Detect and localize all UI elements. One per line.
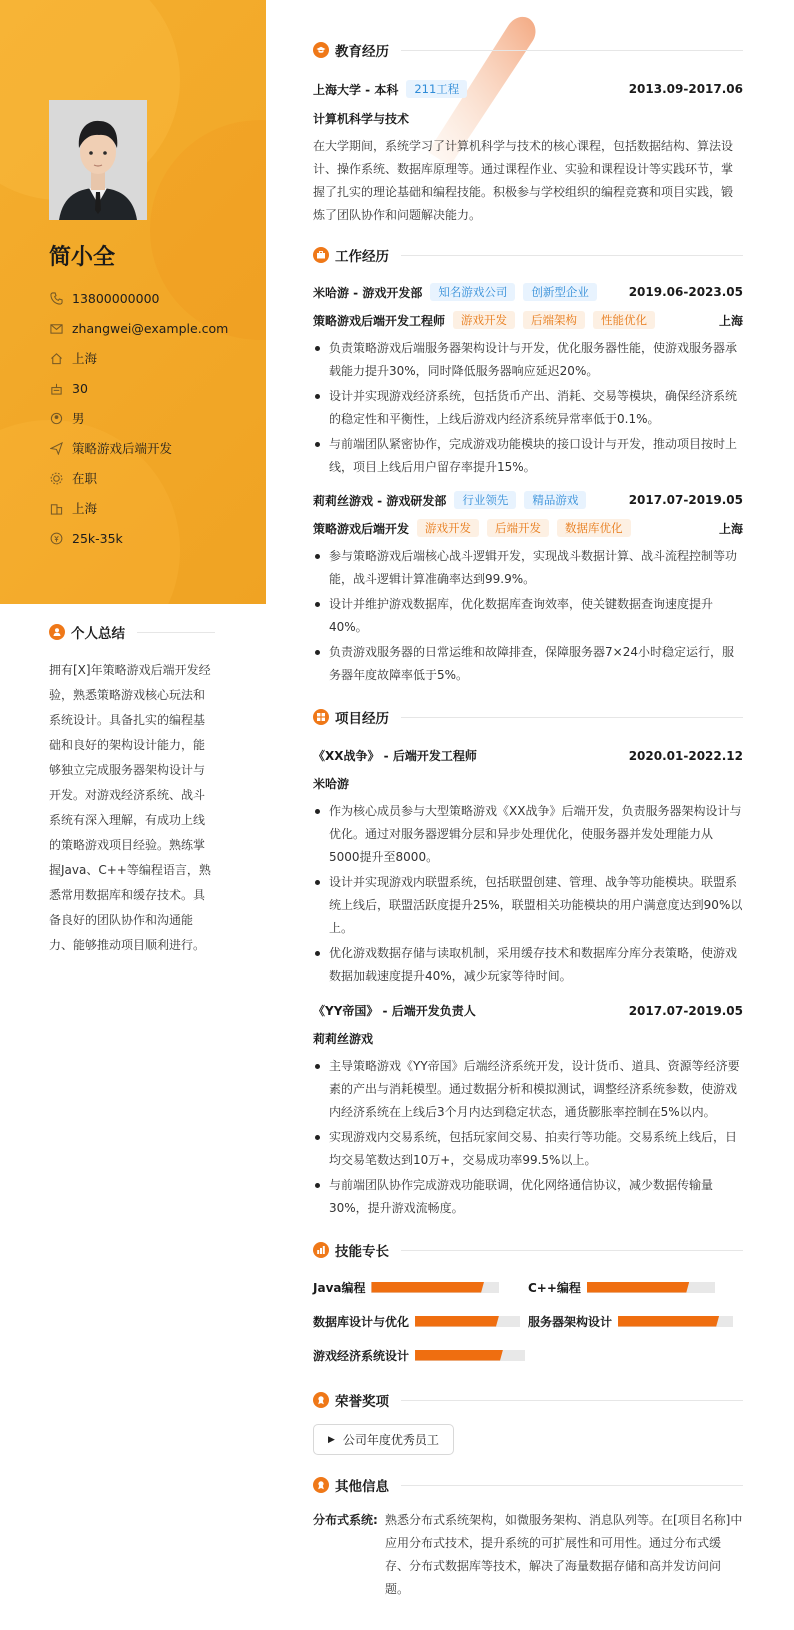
skill-tag: 后端架构 [523, 311, 585, 329]
skill-tag: 数据库优化 [557, 519, 631, 537]
list-item: 设计并维护游戏数据库，优化数据库查询效率，使关键数据查询速度提升40%。 [313, 593, 743, 639]
skill-item [313, 1338, 528, 1372]
status-icon [49, 471, 63, 485]
salary-icon [49, 531, 63, 545]
job-bullets [313, 545, 743, 687]
job-date: 2017.07-2019.05 [628, 493, 743, 507]
education-description: 在大学期间，系统学习了计算机科学与技术的核心课程，包括数据结构、算法设计、操作系统、数据库原理等。通过课程作业、实验和课程设计等实践环节，掌握了扎实的理论基础和编程技能。积极参与学校组织的编程竞赛和项目实践，锻炼了团队协作和问题解决能力。 [313, 139, 734, 222]
divider [137, 632, 215, 633]
job-position-row [313, 519, 743, 537]
skill-tag: 后端开发 [487, 519, 549, 537]
divider [401, 1250, 743, 1251]
info-value: 25k-35k [72, 530, 123, 546]
play-icon: ▶ [328, 1434, 335, 1445]
list-item: 主导策略游戏《YY帝国》后端经济系统开发，设计货币、道具、资源等经济要素的产出与消耗模型。通过数据分析和模拟测试，调整经济系统参数，使游戏内经济系统在上线后3个月内达到稳定状态，通货膨胀率控制在5%以内。 [313, 1055, 743, 1124]
other-heading [313, 1475, 743, 1495]
sidebar [0, 0, 266, 1630]
skill-item [313, 1304, 528, 1338]
age-icon [49, 381, 63, 395]
list-item: 负责策略游戏后端服务器架构设计与开发，优化服务器性能，使游戏服务器承载能力提升30%，同时降低服务器响应延迟20%。 [313, 337, 743, 383]
skill-fill [587, 1282, 689, 1293]
skill-tag: 游戏开发 [417, 519, 479, 537]
projects-heading [313, 707, 743, 727]
skill-fill [415, 1350, 503, 1361]
info-salary [49, 523, 228, 553]
info-hometown [49, 343, 228, 373]
school-tag: 211工程 [406, 80, 467, 98]
section-title: 荣誉奖项 [335, 1394, 389, 1410]
divider [401, 255, 743, 256]
divider [401, 50, 743, 51]
skill-item [313, 1270, 528, 1304]
divider [401, 1485, 743, 1486]
info-phone [49, 283, 228, 313]
job-header [313, 283, 743, 301]
company-tag: 精品游戏 [524, 491, 586, 509]
list-item: 负责游戏服务器的日常运维和故障排查，保障服务器7×24小时稳定运行，服务器年度故障率低于5%。 [313, 641, 743, 687]
info-city [49, 493, 228, 523]
skill-fill [618, 1316, 719, 1327]
info-age [49, 373, 228, 403]
skill-bar [415, 1316, 520, 1327]
project-name: 《YY帝国》 - 后端开发负责人 [313, 1004, 476, 1018]
job-city: 上海 [718, 313, 743, 328]
skill-fill [371, 1282, 484, 1293]
info-email [49, 313, 228, 343]
info-gender [49, 403, 228, 433]
section-title: 个人总结 [71, 626, 125, 642]
skill-bar [587, 1282, 715, 1293]
project-bullets [313, 1055, 743, 1220]
projects-section [313, 707, 743, 1220]
list-item: 实现游戏内交易系统，包括玩家间交易、拍卖行等功能。交易系统上线后，日均交易笔数达到10万+，交易成功率99.5%以上。 [313, 1126, 743, 1172]
list-item: 作为核心成员参与大型策略游戏《XX战争》后端开发，负责服务器架构设计与优化。通过对服务器逻辑分层和异步处理优化，使服务器并发处理能力从5000提升至8000。 [313, 800, 743, 869]
education-date: 2013.09-2017.06 [628, 82, 743, 96]
divider [401, 717, 743, 718]
award-label: 公司年度优秀员工 [342, 1433, 439, 1447]
home-icon [49, 351, 63, 365]
user-icon [49, 624, 65, 640]
other-text: 熟悉分布式系统架构，如微服务架构、消息队列等。在[项目名称]中应用分布式技术，提升系统的可扩展性和可用性。通过分布式缓存、分布式数据库等技术，解决了海量数据存储和高并发访问问题。 [385, 1513, 743, 1596]
graduation-cap-icon [313, 42, 329, 58]
skill-bar [618, 1316, 733, 1327]
company-tag: 知名游戏公司 [430, 283, 515, 301]
skill-name: 游戏经济系统设计 [313, 1348, 410, 1363]
avatar [49, 100, 147, 220]
gender-icon [49, 411, 63, 425]
info-icon [313, 1477, 329, 1493]
job-bullets [313, 337, 743, 479]
honors-section [313, 1390, 743, 1455]
skill-bar [371, 1282, 499, 1293]
info-value: 在职 [72, 471, 98, 486]
section-title: 项目经历 [335, 711, 389, 727]
job-position: 策略游戏后端开发 [313, 521, 410, 536]
honors-heading [313, 1390, 743, 1410]
section-title: 其他信息 [335, 1479, 389, 1495]
award-badge [313, 1424, 454, 1455]
info-value: 男 [72, 411, 85, 426]
school-name: 上海大学 - 本科 [313, 82, 399, 97]
project-company: 米哈游 [313, 777, 350, 791]
job-target-icon [49, 441, 63, 455]
major: 计算机科学与技术 [313, 112, 410, 126]
company-name: 莉莉丝游戏 - 游戏研发部 [313, 493, 447, 508]
skill-item [528, 1304, 743, 1338]
project-company: 莉莉丝游戏 [313, 1032, 374, 1046]
skill-fill [415, 1316, 499, 1327]
job-entry [313, 491, 743, 687]
info-value: 策略游戏后端开发 [72, 441, 173, 456]
contact-info-list [49, 283, 228, 553]
project-date: 2017.07-2019.05 [628, 1003, 743, 1018]
summary-heading [49, 622, 215, 642]
award-icon [313, 1392, 329, 1408]
list-item: 设计并实现游戏经济系统，包括货币产出、消耗、交易等模块，确保经济系统的稳定性和平衡性，上线后游戏内经济系统异常率低于0.1%。 [313, 385, 743, 431]
section-title: 工作经历 [335, 249, 389, 265]
skill-tag: 性能优化 [593, 311, 655, 329]
project-entry [313, 1002, 743, 1220]
education-row [313, 80, 743, 98]
list-item: 优化游戏数据存储与读取机制，采用缓存技术和数据库分库分表策略，使游戏数据加载速度提升40%，减少玩家等待时间。 [313, 942, 743, 988]
education-heading [313, 40, 743, 60]
info-value[interactable]: zhangwei@example.com [72, 320, 229, 336]
skill-name: 数据库设计与优化 [313, 1314, 410, 1329]
list-item: 与前端团队紧密协作，完成游戏功能模块的接口设计与开发，推动项目按时上线，项目上线后用户留存率提升15%。 [313, 433, 743, 479]
list-item: 参与策略游戏后端核心战斗逻辑开发，实现战斗数据计算、战斗流程控制等功能，战斗逻辑计算准确率达到99.9%。 [313, 545, 743, 591]
job-entry [313, 283, 743, 479]
bar-chart-icon [313, 1242, 329, 1258]
job-city: 上海 [718, 521, 743, 536]
grid-icon [313, 709, 329, 725]
job-position-row [313, 311, 743, 329]
info-value: 上海 [72, 501, 98, 516]
project-header [313, 1002, 743, 1019]
profile-panel [0, 0, 266, 604]
skill-name: C++编程 [528, 1280, 581, 1295]
section-title: 教育经历 [335, 44, 389, 60]
section-title: 技能专长 [335, 1244, 389, 1260]
phone-icon [49, 291, 63, 305]
info-value: 上海 [72, 351, 98, 366]
skills-heading [313, 1240, 743, 1260]
company-tag: 创新型企业 [523, 283, 597, 301]
list-item: 设计并实现游戏内联盟系统，包括联盟创建、管理、战争等功能模块。联盟系统上线后，联盟活跃度提升25%，联盟相关功能模块的用户满意度达到90%以上。 [313, 871, 743, 940]
skill-name: Java编程 [313, 1280, 366, 1295]
company-name: 米哈游 - 游戏开发部 [313, 285, 423, 300]
skills-list [313, 1270, 743, 1372]
list-item: 与前端团队协作完成游戏功能联调，优化网络通信协议，减少数据传输量30%，提升游戏流畅度。 [313, 1174, 743, 1220]
skill-bar [415, 1350, 525, 1361]
project-bullets [313, 800, 743, 988]
other-section [313, 1475, 743, 1601]
other-row [313, 1509, 743, 1601]
work-heading [313, 245, 743, 265]
other-label: 分布式系统: [313, 1513, 378, 1527]
profile-name: 简小全 [49, 245, 116, 270]
education-section [313, 40, 743, 227]
project-date: 2020.01-2022.12 [628, 748, 743, 763]
city-icon [49, 501, 63, 515]
info-value[interactable]: 13800000000 [72, 290, 160, 306]
job-position: 策略游戏后端开发工程师 [313, 313, 446, 328]
main-content [313, 40, 743, 1601]
company-tag: 行业领先 [454, 491, 516, 509]
work-section [313, 245, 743, 687]
info-value: 30 [72, 380, 88, 396]
skills-section [313, 1240, 743, 1372]
job-date: 2019.06-2023.05 [628, 285, 743, 299]
summary-text: 拥有[X]年策略游戏后端开发经验，熟悉策略游戏核心玩法和系统设计。具备扎实的编程基础和良好的架构设计能力，能够独立完成服务器架构设计与开发。对游戏经济系统、战斗系统有深入理解，有成功上线的策略游戏项目经验。熟练掌握Java、C++等编程语言，熟悉常用数据库和缓存技术。具备良好的团队协作和沟通能力、能够推动项目顺利进行。 [49, 663, 211, 952]
skill-item [528, 1270, 743, 1304]
skill-name: 服务器架构设计 [528, 1314, 613, 1329]
project-entry [313, 747, 743, 988]
info-job-target [49, 433, 228, 463]
skill-tag: 游戏开发 [453, 311, 515, 329]
project-name: 《XX战争》 - 后端开发工程师 [313, 749, 477, 763]
info-status [49, 463, 228, 493]
job-header [313, 491, 743, 509]
briefcase-icon [313, 247, 329, 263]
mail-icon [49, 321, 63, 335]
divider [401, 1400, 743, 1401]
project-header [313, 747, 743, 764]
